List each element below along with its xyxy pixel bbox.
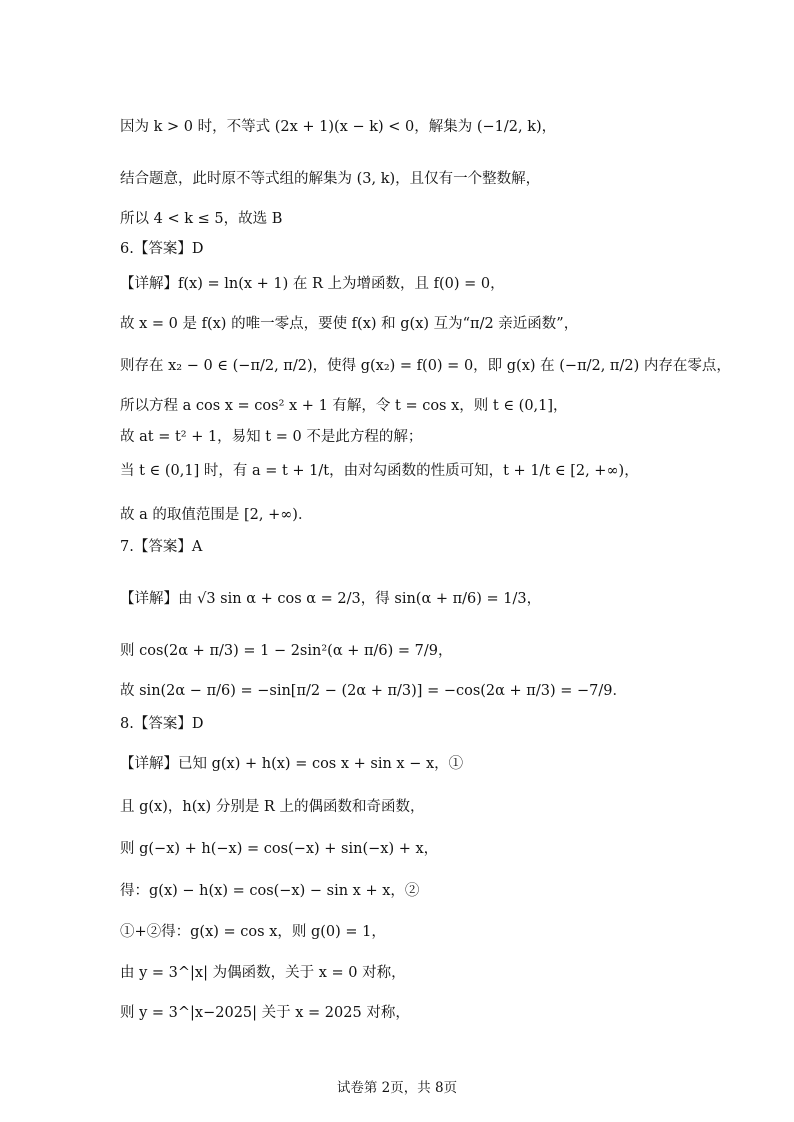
text-line-2 xyxy=(120,170,754,188)
line-text: 则 cos(2α + π/3) = 1 − 2sin²(α + π/6) = 7/9， xyxy=(120,643,453,659)
line-text: 【详解】由 √3 sin α + cos α = 2/3，得 sin(α + π/6) = 1/3， xyxy=(120,591,542,607)
line-text: 【详解】f(x) = ln(x + 1) 在 R 上为增函数，且 f(0) = 0， xyxy=(120,276,505,292)
line-text: 8.【答案】D xyxy=(120,716,204,732)
line-text: 6.【答案】D xyxy=(120,241,204,257)
text-line-22 xyxy=(120,964,754,982)
text-line-6 xyxy=(120,315,754,333)
line-text: 故 sin(2α − π/6) = −sin[π/2 − (2α + π/3)] = −cos(2α + π/3) = −7/9． xyxy=(120,683,627,699)
line-text: 7.【答案】A xyxy=(120,539,203,555)
line-text: 【详解】已知 g(x) + h(x) = cos x + sin x − x，① xyxy=(120,756,464,772)
answer-heading-7 xyxy=(120,538,754,556)
text-line-13 xyxy=(120,590,754,608)
text-line-5 xyxy=(120,275,754,293)
line-text: 所以 4 < k ≤ 5，故选 B xyxy=(120,211,283,227)
line-text: 因为 k > 0 时，不等式 (2x + 1)(x − k) < 0，解集为 (−1/2, k)， xyxy=(120,119,557,135)
text-line-8 xyxy=(120,397,754,415)
text-line-3 xyxy=(120,210,754,228)
line-text: 结合题意，此时原不等式组的解集为 (3, k)，且仅有一个整数解， xyxy=(120,171,541,187)
text-line-20 xyxy=(120,882,754,900)
text-line-1 xyxy=(120,118,754,136)
text-line-19 xyxy=(120,840,754,858)
line-text: 且 g(x)，h(x) 分别是 R 上的偶函数和奇函数， xyxy=(120,799,425,815)
line-text: 所以方程 a cos x = cos² x + 1 有解，令 t = cos x，则 t ∈ (0,1]， xyxy=(120,398,568,414)
text-line-15 xyxy=(120,682,754,700)
text-line-14 xyxy=(120,642,754,660)
text-line-10 xyxy=(120,462,754,480)
line-text: 由 y = 3^|x| 为偶函数，关于 x = 0 对称， xyxy=(120,965,406,981)
line-text: 则 y = 3^|x−2025| 关于 x = 2025 对称， xyxy=(120,1005,410,1021)
line-text: 故 at = t² + 1，易知 t = 0 不是此方程的解； xyxy=(120,429,423,445)
answer-heading-8 xyxy=(120,715,754,733)
text-line-11 xyxy=(120,506,754,524)
line-text: 则 g(−x) + h(−x) = cos(−x) + sin(−x) + x， xyxy=(120,841,439,857)
page-footer: 试卷第 2页，共 8页 xyxy=(336,1080,458,1096)
text-line-21 xyxy=(120,923,754,941)
text-line-23 xyxy=(120,1004,754,1022)
line-text: ①+②得：g(x) = cos x，则 g(0) = 1， xyxy=(120,924,386,940)
text-line-7 xyxy=(120,357,754,375)
line-text: 故 a 的取值范围是 [2, +∞)． xyxy=(120,507,313,523)
text-line-17 xyxy=(120,755,754,773)
line-text: 故 x = 0 是 f(x) 的唯一零点，要使 f(x) 和 g(x) 互为“π/2 亲近函数”， xyxy=(120,316,579,332)
line-text: 得：g(x) − h(x) = cos(−x) − sin x + x，② xyxy=(120,883,420,899)
line-text: 则存在 x₂ − 0 ∈ (−π/2, π/2)，使得 g(x₂) = f(0) = 0，即 g(x) 在 (−π/2, π/2) 内存在零点， xyxy=(120,358,731,374)
text-line-9 xyxy=(120,428,754,446)
line-text: 当 t ∈ (0,1] 时，有 a = t + 1/t，由对勾函数的性质可知，t + 1/t ∈ [2, +∞)， xyxy=(120,463,639,479)
answer-heading-6 xyxy=(120,240,754,258)
text-line-18 xyxy=(120,798,754,816)
